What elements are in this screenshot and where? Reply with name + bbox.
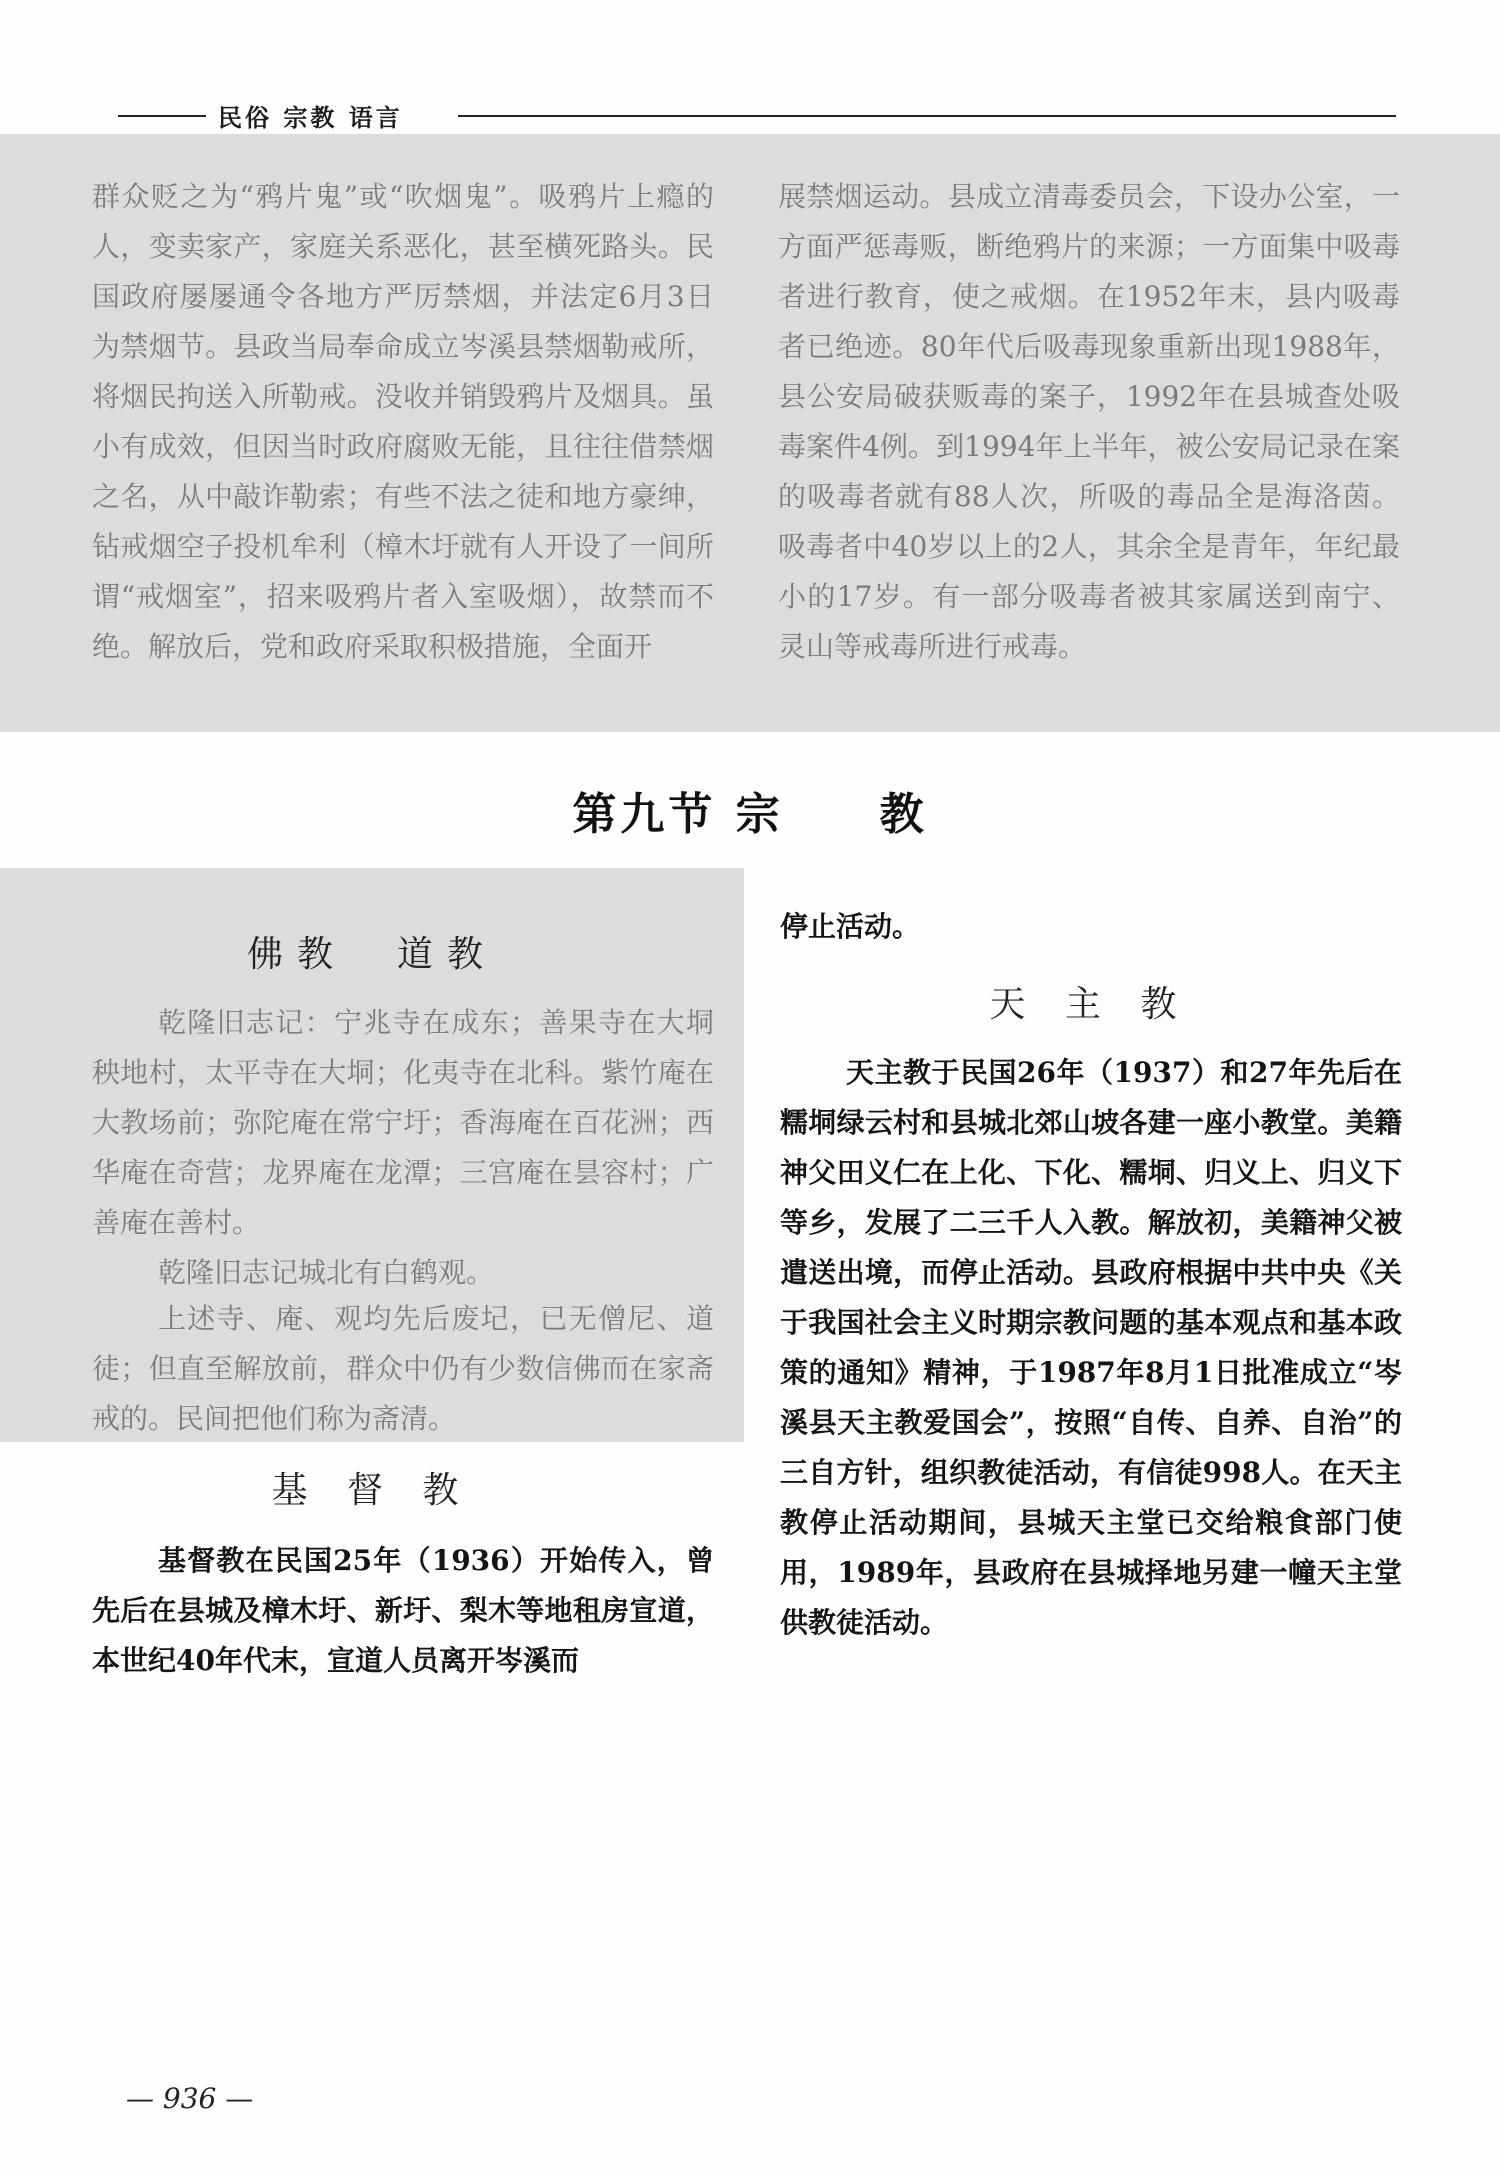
buddhism-taoism-heading: 佛教 道教 [246, 934, 497, 975]
catholicism-heading: 天 主 教 [989, 984, 1191, 1025]
buddhism-paragraph-1: 乾隆旧志记：宁兆寺在成东；善果寺在大垌秧地村，太平寺在大垌；化夷寺在北科。紫竹庵在大教场前；弥陀庵在常宁圩；香海庵在百花洲；西华庵在奇营；龙界庵在龙潭；三宫庵在昙容村；广善庵在善村。 [92, 1006, 714, 1239]
buddhism-paragraph-3: 上述寺、庵、观均先后废圮，已无僧尼、道徒；但直至解放前，群众中仍有少数信佛而在家斋戒的。民间把他们称为斋清。 [92, 1302, 714, 1435]
page-number: — 936 — [126, 2082, 254, 2115]
catholicism-paragraph: 天主教于民国26年（1937）和27年先后在糯垌绿云村和县城北郊山坡各建一座小教堂。美籍神父田义仁在上化、下化、糯垌、归义上、归义下等乡，发展了二三千人入教。解放初，美籍神父被遣送出境，而停止活动。县政府根据中共中央《关于我国社会主义时期宗教问题的基本观点和基本政策的通知》精神，于1987年8月1日批准成立“岑溪县天主教爱国会”，按照“自传、自养、自治”的三自方针，组织教徒活动，有信徒998人。在天主教停止活动期间，县城天主堂已交给粮食部门使用，1989年，县政府在县城择地另建一幢天主堂供教徒活动。 [780, 1056, 1402, 1639]
top-right-paragraph: 展禁烟运动。县成立清毒委员会，下设办公室，一方面严惩毒贩，断绝鸦片的来源；一方面集中吸毒者进行教育，使之戒烟。在1952年末，县内吸毒者已绝迹。80年代后吸毒现象重新出现1988年，县公安局破获贩毒的案子，1992年在县城查处吸毒案件4例。到1994年上半年，被公安局记录在案的吸毒者就有88人次，所吸的毒品全是海洛茵。吸毒者中40岁以上的2人，其余全是青年，年纪最小的17岁。有一部分吸毒者被其家属送到南宁、灵山等戒毒所进行戒毒。 [778, 180, 1400, 663]
running-head [118, 98, 1398, 134]
running-head-title: 民俗 宗教 语言 [218, 104, 403, 132]
section-title: 第九节 宗 教 [572, 789, 928, 840]
catholicism-continuation: 停止活动。 [780, 910, 921, 943]
christianity-heading: 基 督 教 [271, 1470, 473, 1511]
running-head-right-rule [458, 115, 1396, 117]
running-head-left-rule [118, 115, 206, 117]
christianity-paragraph: 基督教在民国25年（1936）开始传入，曾先后在县城及樟木圩、新圩、梨木等地租房宣道，本世纪40年代末，宣道人员离开岑溪而 [92, 1544, 714, 1677]
top-left-paragraph: 群众贬之为“鸦片鬼”或“吹烟鬼”。吸鸦片上瘾的人，变卖家产，家庭关系恶化，甚至横死路头。民国政府屡屡通令各地方严厉禁烟，并法定6月3日为禁烟节。县政当局奉命成立岑溪县禁烟勒戒所，将烟民拘送入所勒戒。没收并销毁鸦片及烟具。虽小有成效，但因当时政府腐败无能，且往往借禁烟之名，从中敲诈勒索；有些不法之徒和地方豪绅，钻戒烟空子投机牟利（樟木圩就有人开设了一间所谓“戒烟室”，招来吸鸦片者入室吸烟），故禁而不绝。解放后，党和政府采取积极措施，全面开 [92, 180, 714, 663]
buddhism-paragraph-2: 乾隆旧志记城北有白鹤观。 [158, 1256, 495, 1289]
